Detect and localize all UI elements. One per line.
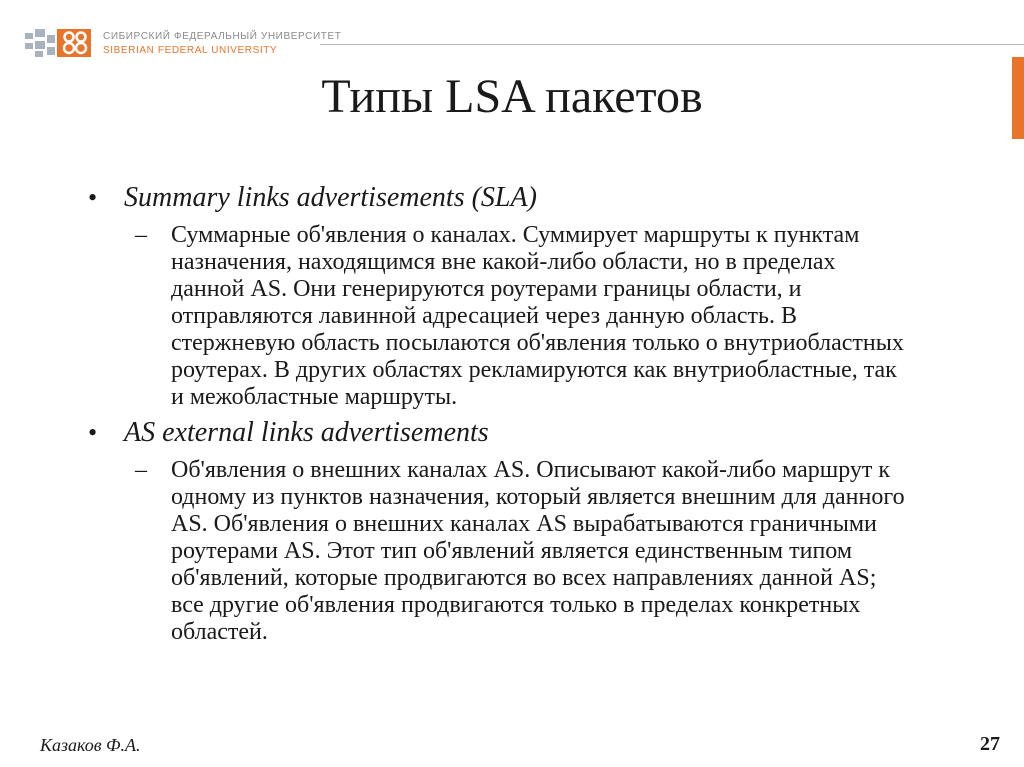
dash-icon: – <box>135 457 147 483</box>
bullet-text: Summary links advertisements (SLA) <box>124 182 537 213</box>
sub-item <box>135 222 968 411</box>
sub-item <box>135 457 968 646</box>
university-name <box>103 30 341 58</box>
university-name-en: SIBERIAN FEDERAL UNIVERSITY <box>103 45 278 56</box>
bullet-dot-icon: • <box>88 418 98 447</box>
dash-icon: – <box>135 222 147 248</box>
bullet-item <box>88 180 968 216</box>
bullet-item <box>88 415 968 451</box>
university-name-ru: СИБИРСКИЙ ФЕДЕРАЛЬНЫЙ УНИВЕРСИТЕТ <box>103 31 342 42</box>
university-logo-icon <box>25 25 95 59</box>
sub-text: Об'явления о внешних каналах AS. Описывают какой-либо маршрут к одному из пунктов назначения, который является внешним для данного AS. Об'явления о внешних каналах AS вырабатываются граничными роутерами AS. Этот тип об'явлений является единственным типом об'явлений, которые продвигаются во всех направлениях данной AS; все другие об'явления продвигаются только в пределах конкретных областей. <box>171 457 905 645</box>
slide-content <box>88 180 968 650</box>
bullet-dot-icon: • <box>88 183 98 212</box>
footer-author: Казаков Ф.А. <box>40 735 141 755</box>
header-divider <box>320 44 1024 45</box>
slide-title: Типы LSA пакетов <box>321 70 703 123</box>
sub-text: Суммарные об'явления о каналах. Суммирует маршруты к пунктам назначения, находящимся вне какой-либо области, но в пределах данной AS. Они генерируются роутерами границы области, и отправляются лавинной адресацией через данную область. В стержневую область посылаются об'явления только о внутриобластных роутерах. В других областях рекламируются как внутриобластные, так и межобластные маршруты. <box>171 222 904 410</box>
bullet-text: AS external links advertisements <box>124 417 489 448</box>
page-number: 27 <box>980 733 1000 755</box>
